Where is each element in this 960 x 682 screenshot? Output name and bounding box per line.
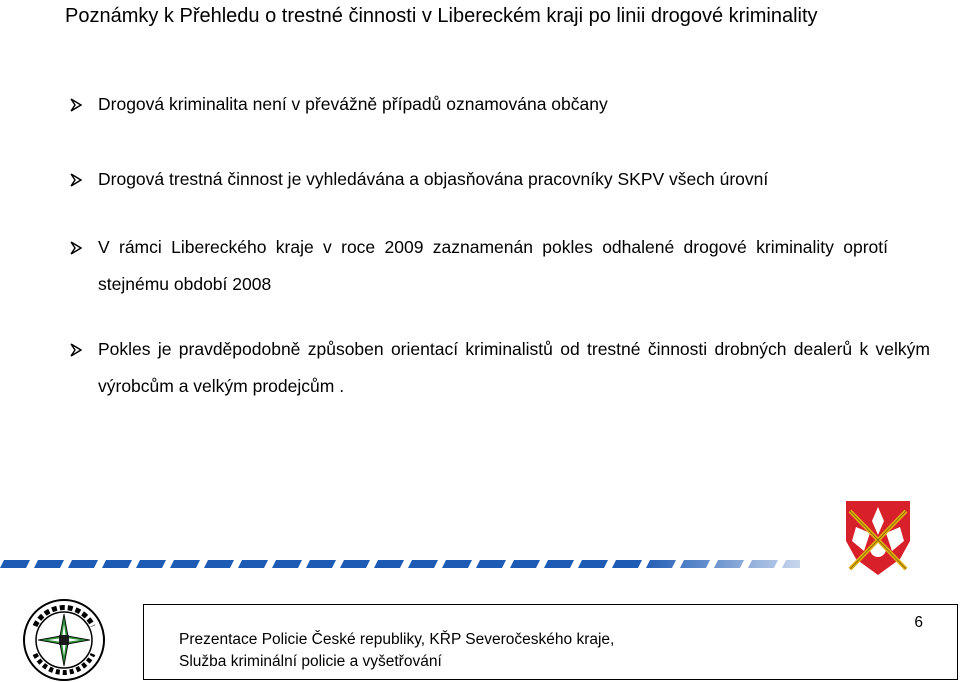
- footer-line-2: Služba kriminální policie a vyšetřování: [179, 653, 442, 670]
- bullet-list: [70, 86, 930, 405]
- footer-text: [179, 629, 614, 673]
- regional-emblem-icon: [840, 497, 916, 579]
- footer-box: [143, 604, 958, 680]
- page-number: 6: [914, 614, 923, 631]
- footer-line-1: Prezentace Policie České republiky, KŘP Severočeského kraje,: [179, 631, 615, 648]
- slide-title: Poznámky k Přehledu o trestné činnosti v Libereckém kraji po linii drogové kriminality: [65, 5, 818, 27]
- bullet-text: Pokles je pravděpodobně způsoben orientací kriminalistů od trestné činnosti drobných dealerů k velkým výrobcům a velkým prodejcům .: [98, 339, 930, 396]
- bullet-item: [70, 161, 930, 198]
- arrow-bullet-icon: [70, 98, 82, 112]
- bullet-text: V rámci Libereckého kraje v roce 2009 zaznamenán pokles odhalené drogové kriminality oprotí stejnému období 2008: [98, 237, 888, 294]
- bullet-text: Drogová trestná činnost je vyhledávána a objasňována pracovníky SKPV všech úrovní: [98, 169, 769, 189]
- bullet-item: [70, 331, 930, 405]
- arrow-bullet-icon: [70, 343, 82, 357]
- bullet-item: [70, 86, 930, 123]
- bullet-text: Drogová kriminalita není v převážně případů oznamována občany: [98, 94, 608, 114]
- bullet-item: [70, 229, 888, 303]
- arrow-bullet-icon: [70, 173, 82, 187]
- police-star-logo-icon: [22, 598, 106, 682]
- decorative-stripe: [0, 560, 800, 568]
- arrow-bullet-icon: [70, 241, 82, 255]
